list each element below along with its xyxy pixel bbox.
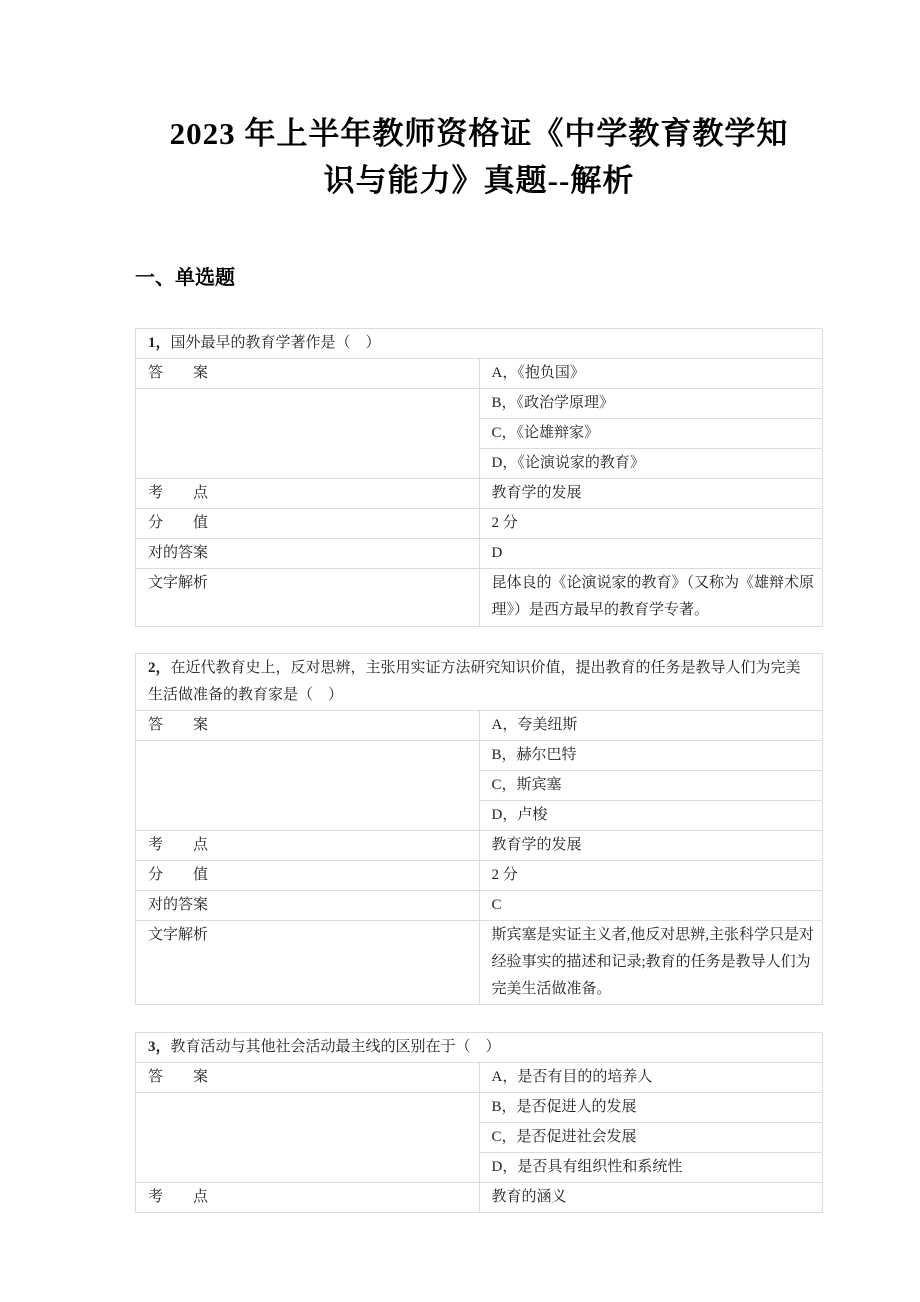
- score-value: 2 分: [479, 509, 823, 539]
- option-row: [136, 711, 823, 741]
- option-a: A，夸美纽斯: [479, 711, 823, 741]
- point-label: 考 点: [136, 831, 480, 861]
- point-row: [136, 479, 823, 509]
- correct-answer-row: [136, 891, 823, 921]
- option-a: A，是否有目的的培养人: [479, 1063, 823, 1093]
- answer-label-spacer: [136, 389, 480, 479]
- question-text: 在近代教育史上，反对思辨，主张用实证方法研究知识价值，提出教育的任务是教导人们为完美生活做准备的教育家是（ ）: [148, 660, 801, 703]
- question-table-2: [135, 653, 823, 1005]
- analysis-label: 文字解析: [136, 569, 480, 627]
- point-row: [136, 831, 823, 861]
- option-d: D，是否具有组织性和系统性: [479, 1153, 823, 1183]
- point-value: 教育学的发展: [479, 831, 823, 861]
- answer-label: 答 案: [136, 1063, 480, 1093]
- question-row: [136, 654, 823, 711]
- option-row: [136, 359, 823, 389]
- correct-answer-row: [136, 539, 823, 569]
- score-value: 2 分: [479, 861, 823, 891]
- point-label: 考 点: [136, 1183, 480, 1213]
- option-c: C，是否促进社会发展: [479, 1123, 823, 1153]
- option-row: [136, 741, 823, 771]
- option-row: [136, 1063, 823, 1093]
- question-number: 2，: [148, 660, 171, 676]
- point-label: 考 点: [136, 479, 480, 509]
- question-text: 教育活动与其他社会活动最主线的区别在于（ ）: [170, 1039, 501, 1055]
- correct-answer-label: 对的答案: [136, 891, 480, 921]
- question-cell: [136, 329, 823, 359]
- option-c: C，斯宾塞: [479, 771, 823, 801]
- question-text: 国外最早的教育学著作是（ ）: [170, 335, 381, 351]
- page-title: 2023 年上半年教师资格证《中学教育教学知识与能力》真题--解析: [169, 116, 789, 198]
- point-value: 教育学的发展: [479, 479, 823, 509]
- option-a: A，《抱负国》: [479, 359, 823, 389]
- correct-answer-label: 对的答案: [136, 539, 480, 569]
- option-d: D，《论演说家的教育》: [479, 449, 823, 479]
- answer-label-spacer: [136, 741, 480, 831]
- point-value: 教育的涵义: [479, 1183, 823, 1213]
- correct-answer-value: C: [479, 891, 823, 921]
- score-row: [136, 861, 823, 891]
- question-cell: [136, 1033, 823, 1063]
- answer-label-spacer: [136, 1093, 480, 1183]
- option-b: B，赫尔巴特: [479, 741, 823, 771]
- option-b: B，《政治学原理》: [479, 389, 823, 419]
- answer-label: 答 案: [136, 359, 480, 389]
- question-number: 3，: [148, 1039, 171, 1055]
- score-row: [136, 509, 823, 539]
- analysis-row: [136, 921, 823, 1005]
- correct-answer-value: D: [479, 539, 823, 569]
- option-c: C，《论雄辩家》: [479, 419, 823, 449]
- question-cell: [136, 654, 823, 711]
- question-row: [136, 329, 823, 359]
- answer-label: 答 案: [136, 711, 480, 741]
- option-row: [136, 389, 823, 419]
- analysis-text: 昆体良的《论演说家的教育》（又称为《雄辩术原理》）是西方最早的教育学专著。: [479, 569, 823, 627]
- analysis-label: 文字解析: [136, 921, 480, 1005]
- section-heading: 一、单选题: [135, 267, 235, 289]
- score-label: 分 值: [136, 861, 480, 891]
- question-number: 1，: [148, 335, 171, 351]
- question-table-3: [135, 1032, 823, 1213]
- analysis-row: [136, 569, 823, 627]
- question-table-1: [135, 328, 823, 627]
- analysis-text: 斯宾塞是实证主义者,他反对思辨,主张科学只是对经验事实的描述和记录;教育的任务是教导人们为完美生活做准备。: [479, 921, 823, 1005]
- option-b: B，是否促进人的发展: [479, 1093, 823, 1123]
- option-row: [136, 1093, 823, 1123]
- score-label: 分 值: [136, 509, 480, 539]
- option-d: D，卢梭: [479, 801, 823, 831]
- question-row: [136, 1033, 823, 1063]
- point-row: [136, 1183, 823, 1213]
